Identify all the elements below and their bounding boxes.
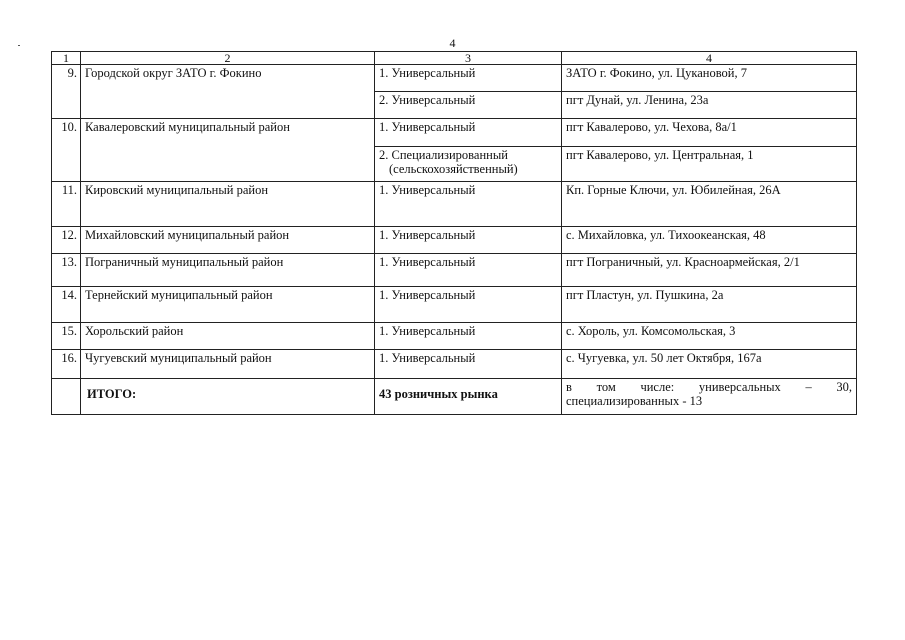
market-type-cell: 2. Универсальный [375,92,562,119]
market-type-cell: 1. Универсальный [375,119,562,147]
markets-table [51,51,857,415]
header-cell: 3 [375,52,562,65]
district-cell: Тернейский муниципальный район [81,287,375,323]
market-type-cell: 1. Универсальный [375,287,562,323]
table-row [52,287,857,323]
district-cell: Городской округ ЗАТО г. Фокино [81,65,375,119]
market-type-line: 2. Специализированный [379,148,508,162]
district-cell: Михайловский муниципальный район [81,227,375,254]
district-cell: Хорольский район [81,323,375,350]
total-row [52,379,857,415]
header-cell: 1 [52,52,81,65]
market-type-cell: 1. Универсальный [375,65,562,92]
table-row [52,65,857,92]
market-type-cell: 1. Универсальный [375,182,562,227]
row-number: 10. [52,119,81,182]
address-cell: с. Хороль, ул. Комсомольская, 3 [562,323,857,350]
market-type-cell: 1. Универсальный [375,323,562,350]
table-row [52,227,857,254]
total-breakdown: в том числе: универсальных – 30, специализированных - 13 [562,379,857,415]
row-number: 16. [52,350,81,379]
district-cell: Чугуевский муниципальный район [81,350,375,379]
address-cell: пгт Пограничный, ул. Красноармейская, 2/1 [562,254,857,287]
address-cell: с. Чугуевка, ул. 50 лет Октября, 167а [562,350,857,379]
market-type-line: (сельскохозяйственный) [389,162,518,176]
market-type-cell: 1. Универсальный [375,254,562,287]
total-label: ИТОГО: [81,379,375,415]
market-type-cell: 1. Универсальный [375,227,562,254]
table-row [52,119,857,147]
address-cell: пгт Дунай, ул. Ленина, 23а [562,92,857,119]
total-number-cell [52,379,81,415]
page-number: 4 [449,36,456,50]
address-cell: с. Михайловка, ул. Тихоокеанская, 48 [562,227,857,254]
table-header-row [52,52,857,65]
row-number: 15. [52,323,81,350]
market-type-cell: 1. Универсальный [375,350,562,379]
address-cell: Кп. Горные Ключи, ул. Юбилейная, 26А [562,182,857,227]
district-cell: Кировский муниципальный район [81,182,375,227]
total-count: 43 розничных рынка [375,379,562,415]
row-number: 12. [52,227,81,254]
address-cell: ЗАТО г. Фокино, ул. Цукановой, 7 [562,65,857,92]
header-cell: 4 [562,52,857,65]
scan-artifact [18,45,20,46]
row-number: 11. [52,182,81,227]
district-cell: Пограничный муниципальный район [81,254,375,287]
table-row [52,182,857,227]
district-cell: Кавалеровский муниципальный район [81,119,375,182]
row-number: 9. [52,65,81,119]
market-type-cell [375,147,562,182]
address-cell: пгт Кавалерово, ул. Центральная, 1 [562,147,857,182]
table-row [52,254,857,287]
row-number: 14. [52,287,81,323]
table-row [52,323,857,350]
address-cell: пгт Пластун, ул. Пушкина, 2а [562,287,857,323]
header-cell: 2 [81,52,375,65]
address-cell: пгт Кавалерово, ул. Чехова, 8а/1 [562,119,857,147]
table-row [52,350,857,379]
row-number: 13. [52,254,81,287]
